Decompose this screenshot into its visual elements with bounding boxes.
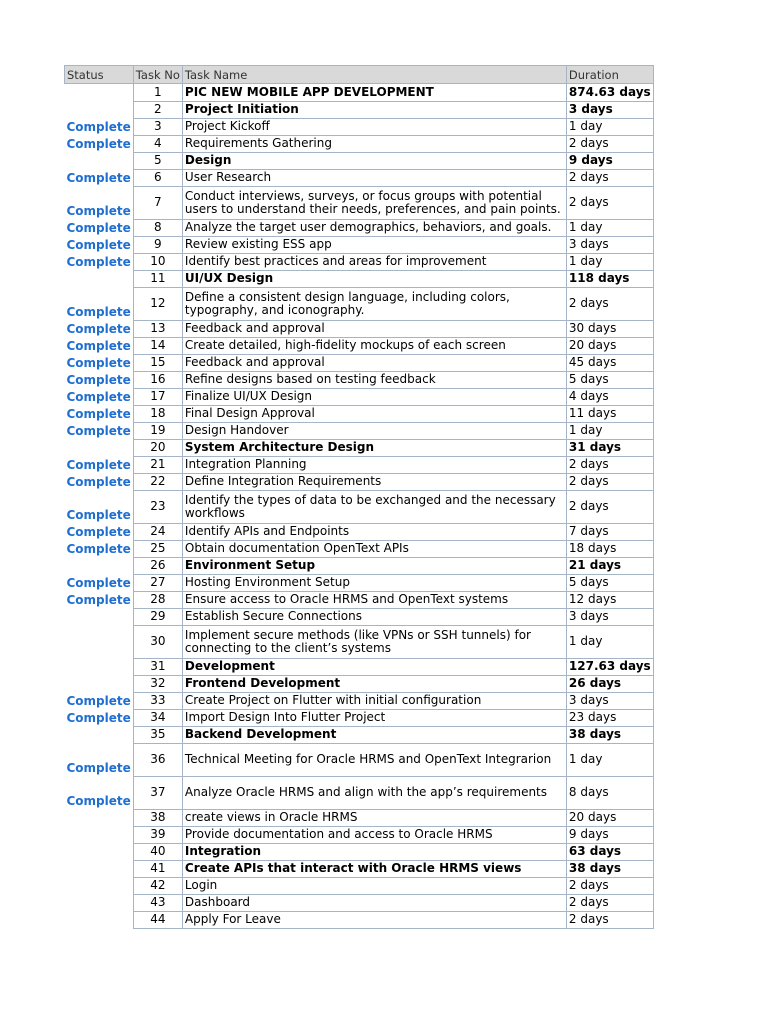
task-no-cell[interactable]: 7	[133, 186, 182, 219]
status-cell[interactable]: Complete	[66, 171, 131, 185]
task-no-cell[interactable]: 11	[133, 270, 182, 287]
status-cell[interactable]: Complete	[66, 356, 131, 370]
duration-cell[interactable]: 2 days	[566, 456, 653, 473]
table-row	[65, 337, 654, 354]
task-name-cell[interactable]: User Research	[182, 169, 566, 186]
duration-cell[interactable]: 12 days	[566, 591, 653, 608]
status-cell[interactable]: Complete	[66, 475, 131, 489]
task-no-cell[interactable]: 3	[133, 118, 182, 135]
table-row	[65, 726, 654, 743]
table-row	[65, 320, 654, 337]
status-cell[interactable]: Complete	[66, 542, 131, 556]
header-row	[65, 66, 654, 84]
status-cell[interactable]: Complete	[66, 373, 131, 387]
status-cell[interactable]	[65, 726, 134, 743]
task-name-cell[interactable]: Analyze the target user demographics, behaviors, and goals.	[182, 219, 566, 236]
task-name-cell[interactable]: Create Project on Flutter with initial configuration	[182, 692, 566, 709]
status-cell[interactable]: Complete	[66, 137, 131, 151]
task-name-cell[interactable]: Final Design Approval	[182, 405, 566, 422]
task-no-cell[interactable]: 15	[133, 354, 182, 371]
duration-cell[interactable]: 45 days	[566, 354, 653, 371]
task-no-cell[interactable]: 21	[133, 456, 182, 473]
task-no-cell[interactable]: 28	[133, 591, 182, 608]
table-row	[65, 219, 654, 236]
task-name-cell[interactable]: Define Integration Requirements	[182, 473, 566, 490]
duration-cell[interactable]: 2 days	[566, 877, 653, 894]
duration-cell[interactable]: 3 days	[566, 236, 653, 253]
status-cell[interactable]	[65, 625, 134, 658]
duration-cell[interactable]: 118 days	[566, 270, 653, 287]
table-row	[65, 658, 654, 675]
status-cell[interactable]	[65, 101, 134, 118]
task-no-cell[interactable]: 42	[133, 877, 182, 894]
task-name-cell[interactable]: Import Design Into Flutter Project	[182, 709, 566, 726]
duration-cell[interactable]: 18 days	[566, 540, 653, 557]
table-row	[65, 591, 654, 608]
status-cell[interactable]: Complete	[66, 593, 131, 607]
task-no-cell[interactable]: 38	[133, 809, 182, 826]
task-no-cell[interactable]: 22	[133, 473, 182, 490]
task-name-cell[interactable]: Provide documentation and access to Oracle HRMS	[182, 826, 566, 843]
status-cell[interactable]: Complete	[66, 339, 131, 353]
status-cell[interactable]: Complete	[66, 525, 131, 539]
table-row	[65, 169, 654, 186]
status-cell[interactable]	[65, 270, 134, 287]
status-cell[interactable]: Complete	[66, 120, 131, 134]
task-no-cell[interactable]: 24	[133, 523, 182, 540]
duration-cell[interactable]: 2 days	[566, 186, 653, 219]
duration-cell[interactable]: 1 day	[566, 743, 653, 776]
task-name-cell[interactable]: Identify the types of data to be exchanged and the necessary workflows	[182, 490, 566, 523]
table-row	[65, 860, 654, 877]
task-no-cell[interactable]: 35	[133, 726, 182, 743]
duration-cell[interactable]: 20 days	[566, 337, 653, 354]
status-cell[interactable]: Complete	[66, 238, 131, 252]
task-name-cell[interactable]: Identify APIs and Endpoints	[182, 523, 566, 540]
status-cell[interactable]: Complete	[66, 390, 131, 404]
task-no-cell[interactable]: 37	[133, 776, 182, 809]
task-no-cell[interactable]: 25	[133, 540, 182, 557]
duration-cell[interactable]: 21 days	[566, 557, 653, 574]
header-status[interactable]: Status	[65, 66, 134, 84]
status-cell[interactable]	[65, 152, 134, 169]
task-no-cell[interactable]: 18	[133, 405, 182, 422]
table-row	[65, 490, 654, 523]
task-no-cell[interactable]: 29	[133, 608, 182, 625]
task-no-cell[interactable]: 33	[133, 692, 182, 709]
duration-cell[interactable]: 3 days	[566, 101, 653, 118]
task-no-cell[interactable]: 13	[133, 320, 182, 337]
task-name-cell[interactable]: Backend Development	[182, 726, 566, 743]
task-name-cell[interactable]: UI/UX Design	[182, 270, 566, 287]
status-cell[interactable]: Complete	[66, 458, 131, 472]
status-cell[interactable]: Complete	[66, 694, 131, 708]
table-row	[65, 405, 654, 422]
task-no-cell[interactable]: 20	[133, 439, 182, 456]
task-name-cell[interactable]: Finalize UI/UX Design	[182, 388, 566, 405]
task-no-cell[interactable]: 23	[133, 490, 182, 523]
status-cell[interactable]: Complete	[66, 305, 131, 319]
task-name-cell[interactable]: Refine designs based on testing feedback	[182, 371, 566, 388]
task-no-cell[interactable]: 30	[133, 625, 182, 658]
task-name-cell[interactable]: Requirements Gathering	[182, 135, 566, 152]
duration-cell[interactable]: 30 days	[566, 320, 653, 337]
table-row	[65, 84, 654, 102]
table-row	[65, 540, 654, 557]
duration-cell[interactable]: 3 days	[566, 692, 653, 709]
duration-cell[interactable]: 63 days	[566, 843, 653, 860]
task-name-cell[interactable]: Frontend Development	[182, 675, 566, 692]
status-cell[interactable]: Complete	[66, 508, 131, 522]
duration-cell[interactable]: 7 days	[566, 523, 653, 540]
task-no-cell[interactable]: 14	[133, 337, 182, 354]
table-row	[65, 743, 654, 776]
status-cell[interactable]: Complete	[66, 761, 131, 775]
status-cell[interactable]: Complete	[66, 576, 131, 590]
table-row	[65, 709, 654, 726]
duration-cell[interactable]: 1 day	[566, 625, 653, 658]
task-name-cell[interactable]: Environment Setup	[182, 557, 566, 574]
table-row	[65, 439, 654, 456]
status-cell[interactable]	[65, 860, 134, 877]
duration-cell[interactable]: 8 days	[566, 776, 653, 809]
duration-cell[interactable]: 127.63 days	[566, 658, 653, 675]
task-no-cell[interactable]: 31	[133, 658, 182, 675]
duration-cell[interactable]: 2 days	[566, 894, 653, 911]
task-name-cell[interactable]: Conduct interviews, surveys, or focus groups with potential users to understand their needs, preferences, and pain points.	[182, 186, 566, 219]
task-no-cell[interactable]: 39	[133, 826, 182, 843]
task-name-cell[interactable]: Hosting Environment Setup	[182, 574, 566, 591]
duration-cell[interactable]: 11 days	[566, 405, 653, 422]
table-row	[65, 371, 654, 388]
task-no-cell[interactable]: 26	[133, 557, 182, 574]
header-task-name[interactable]: Task Name	[182, 66, 566, 84]
task-no-cell[interactable]: 41	[133, 860, 182, 877]
table-row	[65, 608, 654, 625]
duration-cell[interactable]: 2 days	[566, 135, 653, 152]
table-row	[65, 776, 654, 809]
status-cell[interactable]: Complete	[66, 322, 131, 336]
status-cell[interactable]	[65, 658, 134, 675]
table-row	[65, 118, 654, 135]
task-no-cell[interactable]: 10	[133, 253, 182, 270]
status-cell[interactable]	[65, 894, 134, 911]
duration-cell[interactable]: 20 days	[566, 809, 653, 826]
task-name-cell[interactable]: Review existing ESS app	[182, 236, 566, 253]
duration-cell[interactable]: 1 day	[566, 118, 653, 135]
task-name-cell[interactable]: Create detailed, high-fidelity mockups of each screen	[182, 337, 566, 354]
task-name-cell[interactable]: PIC NEW MOBILE APP DEVELOPMENT	[182, 84, 566, 102]
task-table	[64, 65, 654, 929]
duration-cell[interactable]: 4 days	[566, 388, 653, 405]
status-cell[interactable]: Complete	[66, 407, 131, 421]
table-row	[65, 675, 654, 692]
task-name-cell[interactable]: create views in Oracle HRMS	[182, 809, 566, 826]
status-cell[interactable]	[65, 557, 134, 574]
table-row	[65, 186, 654, 219]
task-name-cell[interactable]: Apply For Leave	[182, 911, 566, 928]
table-row	[65, 287, 654, 320]
table-row	[65, 625, 654, 658]
task-no-cell[interactable]: 32	[133, 675, 182, 692]
duration-cell[interactable]: 31 days	[566, 439, 653, 456]
task-no-cell[interactable]: 16	[133, 371, 182, 388]
duration-cell[interactable]: 26 days	[566, 675, 653, 692]
task-no-cell[interactable]: 6	[133, 169, 182, 186]
duration-cell[interactable]: 9 days	[566, 826, 653, 843]
task-name-cell[interactable]: Feedback and approval	[182, 320, 566, 337]
duration-cell[interactable]: 5 days	[566, 574, 653, 591]
task-no-cell[interactable]: 17	[133, 388, 182, 405]
table-row	[65, 473, 654, 490]
task-no-cell[interactable]: 2	[133, 101, 182, 118]
duration-cell[interactable]: 38 days	[566, 726, 653, 743]
task-name-cell[interactable]: Create APIs that interact with Oracle HRMS views	[182, 860, 566, 877]
status-cell[interactable]	[65, 84, 134, 102]
task-name-cell[interactable]: Design	[182, 152, 566, 169]
task-name-cell[interactable]: Ensure access to Oracle HRMS and OpenText systems	[182, 591, 566, 608]
table-row	[65, 101, 654, 118]
task-no-cell[interactable]: 1	[133, 84, 182, 102]
task-name-cell[interactable]: Project Initiation	[182, 101, 566, 118]
task-no-cell[interactable]: 8	[133, 219, 182, 236]
duration-cell[interactable]: 23 days	[566, 709, 653, 726]
duration-cell[interactable]: 5 days	[566, 371, 653, 388]
table-row	[65, 523, 654, 540]
task-no-cell[interactable]: 4	[133, 135, 182, 152]
status-cell[interactable]	[65, 877, 134, 894]
header-task-no[interactable]: Task No	[133, 66, 182, 84]
duration-cell[interactable]: 2 days	[566, 473, 653, 490]
task-name-cell[interactable]: Login	[182, 877, 566, 894]
task-no-cell[interactable]: 34	[133, 709, 182, 726]
task-no-cell[interactable]: 44	[133, 911, 182, 928]
task-no-cell[interactable]: 43	[133, 894, 182, 911]
task-name-cell[interactable]: Integration	[182, 843, 566, 860]
duration-cell[interactable]: 2 days	[566, 911, 653, 928]
table-row	[65, 826, 654, 843]
task-name-cell[interactable]: Feedback and approval	[182, 354, 566, 371]
status-cell[interactable]: Complete	[66, 255, 131, 269]
duration-cell[interactable]: 2 days	[566, 490, 653, 523]
task-no-cell[interactable]: 27	[133, 574, 182, 591]
task-name-cell[interactable]: Integration Planning	[182, 456, 566, 473]
table-row	[65, 422, 654, 439]
status-cell[interactable]: Complete	[66, 794, 131, 808]
task-no-cell[interactable]: 40	[133, 843, 182, 860]
duration-cell[interactable]: 9 days	[566, 152, 653, 169]
table-row	[65, 894, 654, 911]
task-no-cell[interactable]: 12	[133, 287, 182, 320]
duration-cell[interactable]: 1 day	[566, 253, 653, 270]
table-row	[65, 557, 654, 574]
status-cell[interactable]: Complete	[66, 711, 131, 725]
table-row	[65, 152, 654, 169]
status-cell[interactable]	[65, 809, 134, 826]
task-name-cell[interactable]: Identify best practices and areas for improvement	[182, 253, 566, 270]
table-row	[65, 236, 654, 253]
task-name-cell[interactable]: Analyze Oracle HRMS and align with the app’s requirements	[182, 776, 566, 809]
table-row	[65, 354, 654, 371]
duration-cell[interactable]: 38 days	[566, 860, 653, 877]
status-cell[interactable]	[65, 439, 134, 456]
table-row	[65, 911, 654, 928]
status-cell[interactable]	[65, 843, 134, 860]
task-name-cell[interactable]: Project Kickoff	[182, 118, 566, 135]
status-cell[interactable]	[65, 675, 134, 692]
task-no-cell[interactable]: 9	[133, 236, 182, 253]
table-row	[65, 877, 654, 894]
status-cell[interactable]	[65, 608, 134, 625]
task-name-cell[interactable]: Obtain documentation OpenText APIs	[182, 540, 566, 557]
status-cell[interactable]	[65, 911, 134, 928]
table-row	[65, 843, 654, 860]
task-name-cell[interactable]: Establish Secure Connections	[182, 608, 566, 625]
header-duration[interactable]: Duration	[566, 66, 653, 84]
table-row	[65, 253, 654, 270]
status-cell[interactable]: Complete	[66, 204, 131, 218]
task-name-cell[interactable]: Technical Meeting for Oracle HRMS and OpenText Integrarion	[182, 743, 566, 776]
table-row	[65, 692, 654, 709]
status-cell[interactable]: Complete	[66, 221, 131, 235]
task-name-cell[interactable]: System Architecture Design	[182, 439, 566, 456]
duration-cell[interactable]: 874.63 days	[566, 84, 653, 102]
table-row	[65, 809, 654, 826]
table-row	[65, 270, 654, 287]
table-row	[65, 574, 654, 591]
duration-cell[interactable]: 2 days	[566, 287, 653, 320]
task-name-cell[interactable]: Design Handover	[182, 422, 566, 439]
task-name-cell[interactable]: Development	[182, 658, 566, 675]
duration-cell[interactable]: 1 day	[566, 422, 653, 439]
status-cell[interactable]: Complete	[66, 424, 131, 438]
status-cell[interactable]	[65, 826, 134, 843]
task-name-cell[interactable]: Implement secure methods (like VPNs or SSH tunnels) for connecting to the client’s systems	[182, 625, 566, 658]
task-name-cell[interactable]: Define a consistent design language, including colors, typography, and iconography.	[182, 287, 566, 320]
task-no-cell[interactable]: 5	[133, 152, 182, 169]
task-no-cell[interactable]: 36	[133, 743, 182, 776]
table-row	[65, 388, 654, 405]
duration-cell[interactable]: 1 day	[566, 219, 653, 236]
task-name-cell[interactable]: Dashboard	[182, 894, 566, 911]
duration-cell[interactable]: 2 days	[566, 169, 653, 186]
duration-cell[interactable]: 3 days	[566, 608, 653, 625]
table-row	[65, 456, 654, 473]
task-no-cell[interactable]: 19	[133, 422, 182, 439]
table-row	[65, 135, 654, 152]
